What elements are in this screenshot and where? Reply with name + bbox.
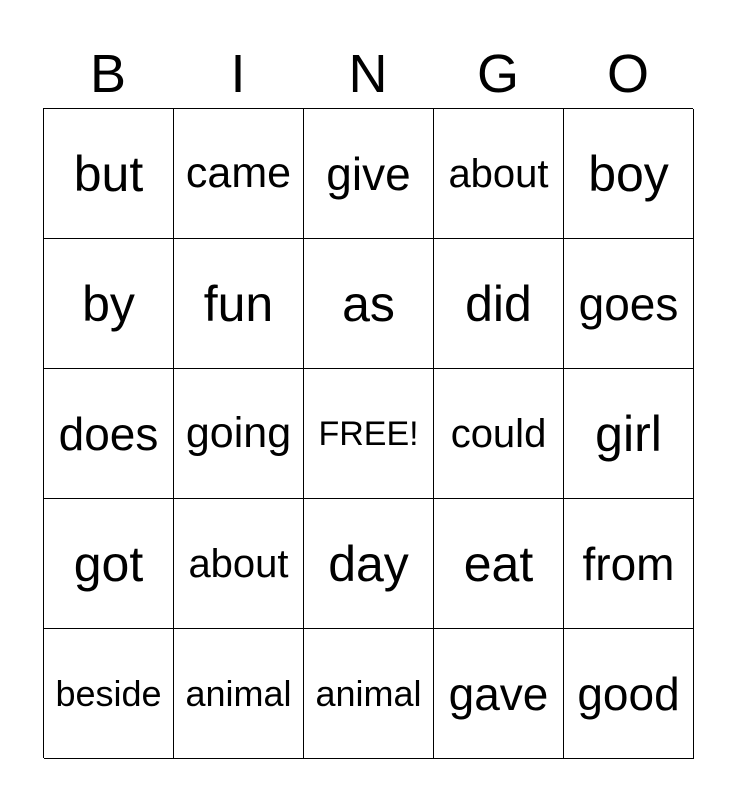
header-letter-g: G	[476, 44, 519, 104]
bingo-cell: give	[304, 109, 434, 239]
bingo-cell: but	[44, 109, 174, 239]
bingo-cell: animal	[174, 629, 304, 759]
bingo-cell: gave	[434, 629, 564, 759]
bingo-cell: about	[174, 499, 304, 629]
header-letter-i: I	[230, 44, 246, 104]
bingo-board	[43, 108, 693, 758]
free-space-cell: FREE!	[304, 369, 434, 499]
bingo-cell: did	[434, 239, 564, 369]
bingo-cell: got	[44, 499, 174, 629]
bingo-cell: good	[564, 629, 694, 759]
header-letter-n: N	[348, 44, 388, 104]
bingo-cell: boy	[564, 109, 694, 239]
header-letter-b: B	[89, 44, 127, 104]
bingo-cell: beside	[44, 629, 174, 759]
bingo-cell: does	[44, 369, 174, 499]
bingo-cell: from	[564, 499, 694, 629]
bingo-header	[43, 40, 693, 108]
bingo-cell: girl	[564, 369, 694, 499]
bingo-cell: goes	[564, 239, 694, 369]
bingo-cell: came	[174, 109, 304, 239]
bingo-cell: animal	[304, 629, 434, 759]
bingo-cell: by	[44, 239, 174, 369]
bingo-cell: day	[304, 499, 434, 629]
bingo-cell: eat	[434, 499, 564, 629]
bingo-cell: going	[174, 369, 304, 499]
header-letter-o: O	[606, 44, 649, 104]
bingo-cell: could	[434, 369, 564, 499]
bingo-cell: fun	[174, 239, 304, 369]
bingo-cell: about	[434, 109, 564, 239]
bingo-cell: as	[304, 239, 434, 369]
